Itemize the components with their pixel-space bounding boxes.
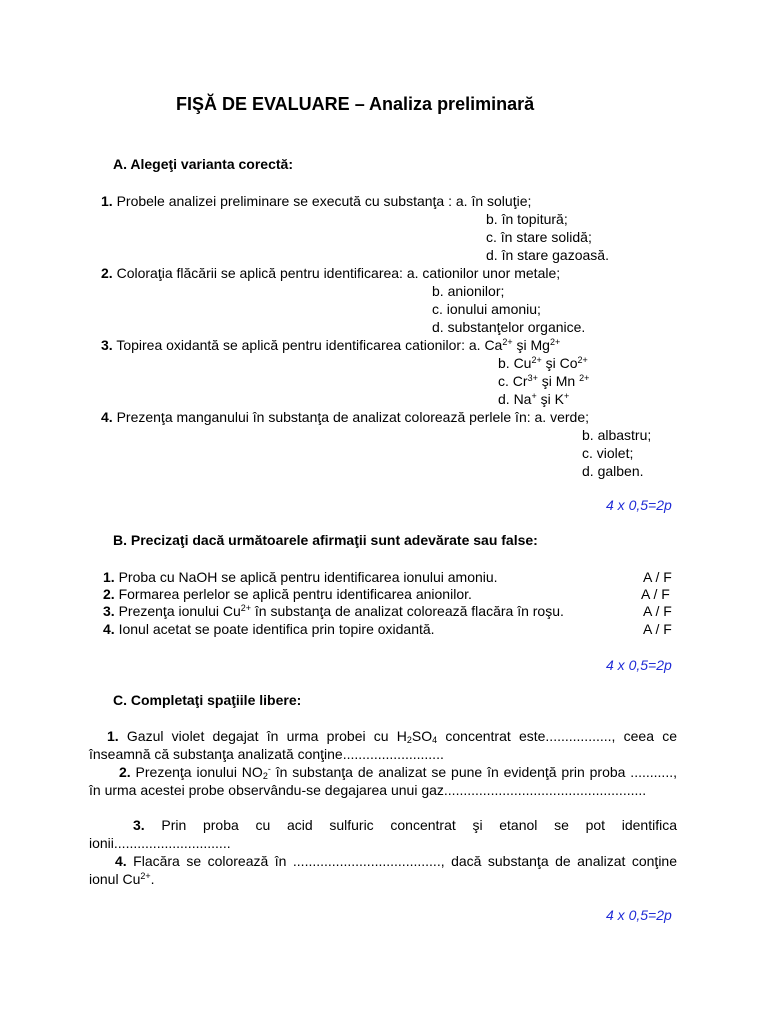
question-a4 <box>101 408 589 426</box>
option-b: b. anionilor; <box>432 283 505 299</box>
score-b: 4 x 0,5=2p <box>606 657 672 673</box>
true-false-b1: A / F <box>643 569 672 585</box>
question-a2 <box>101 264 560 282</box>
fill-item-c1: 1. Gazul violet degajat în urma probei cu $H_2SO_4$ concentrat este................., ceea ce înseamnă că substanţa analizată conţine.......................... <box>89 728 677 762</box>
option-b: b. $Cu^{2+}$ şi $Co^{2+}$ <box>498 355 588 371</box>
true-false-b3: A / F <box>643 603 672 619</box>
statement-b4: 4. Ionul acetat se poate identifica prin topire oxidantă. <box>103 621 435 637</box>
option-d: d. în stare gazoasă. <box>486 247 609 263</box>
question-text: Topirea oxidantă se aplică pentru identificarea cationilor: <box>116 337 469 353</box>
fill-item-c4: 4. Flacăra se colorează în ......................................, dacă substanţa de analizat conţine ionul $Cu^{2+}$. <box>89 853 677 887</box>
option-c: c. ionului amoniu; <box>432 301 541 317</box>
question-number: 3. <box>101 337 113 353</box>
option-c: c. în stare solidă; <box>486 229 592 245</box>
true-false-b2: A / F <box>641 586 670 602</box>
statement-b2: 2. Formarea perlelor se aplică pentru identificarea anionilor. <box>103 586 472 602</box>
section-a-heading: A. Alegeţi varianta corectă: <box>113 156 293 172</box>
option-d: d. galben. <box>582 463 644 479</box>
question-text: Probele analizei preliminare se execută cu substanţa : <box>116 193 456 209</box>
option-a: a. verde; <box>534 409 589 425</box>
question-a1 <box>101 192 531 210</box>
option-b: b. albastru; <box>582 427 652 443</box>
question-text: Prezenţa manganului în substanţa de analizat colorează perlele în: <box>116 409 535 425</box>
true-false-b4: A / F <box>643 621 672 637</box>
score-a: 4 x 0,5=2p <box>606 497 672 513</box>
option-a: a. cationilor unor metale; <box>406 265 561 281</box>
fill-item-c3: 3. Prin proba cu acid sulfuric concentrat şi etanol se pot identifica ionii.............................. <box>89 817 677 851</box>
option-a: a. $Ca^{2+}$ şi $Mg^{2+}$ <box>468 337 561 353</box>
section-b-heading: B. Precizaţi dacă următoarele afirmaţii sunt adevărate sau false: <box>113 532 538 548</box>
fill-item-c2: 2. Prezenţa ionului $NO_2^-$ în substanţa de analizat se pune în evidenţă prin proba ..........., în urma acestei probe observându-se degajarea unui gaz.................................................... <box>89 764 677 798</box>
option-b: b. în topitură; <box>486 211 568 227</box>
option-c: c. $Cr^{3+}$ şi Mn $^{2+}$ <box>498 373 590 389</box>
question-number: 1. <box>101 193 113 209</box>
question-number: 2. <box>101 265 113 281</box>
statement-b3: 3. Prezenţa ionului $Cu^{2+}$ în substanţa de analizat colorează flacăra în roşu. <box>103 603 564 619</box>
question-number: 4. <box>101 409 113 425</box>
option-d: d. substanţelor organice. <box>432 319 586 335</box>
title-prefix: FIŞĂ DE EVALUARE <box>176 94 350 114</box>
title-rest: Analiza preliminară <box>369 94 535 114</box>
question-text: Coloraţia flăcării se aplică pentru identificarea: <box>116 265 407 281</box>
section-c-heading: C. Completaţi spaţiile libere: <box>113 692 302 708</box>
option-d: d. Na+ şi K+ <box>498 391 570 407</box>
option-a: a. în soluţie; <box>455 193 532 209</box>
page-title <box>176 93 534 115</box>
option-c: c. violet; <box>582 445 634 461</box>
question-a3 <box>101 336 560 354</box>
title-dash: – <box>349 94 370 114</box>
score-c: 4 x 0,5=2p <box>606 907 672 923</box>
statement-b1: 1. Proba cu NaOH se aplică pentru identificarea ionului amoniu. <box>103 569 498 585</box>
